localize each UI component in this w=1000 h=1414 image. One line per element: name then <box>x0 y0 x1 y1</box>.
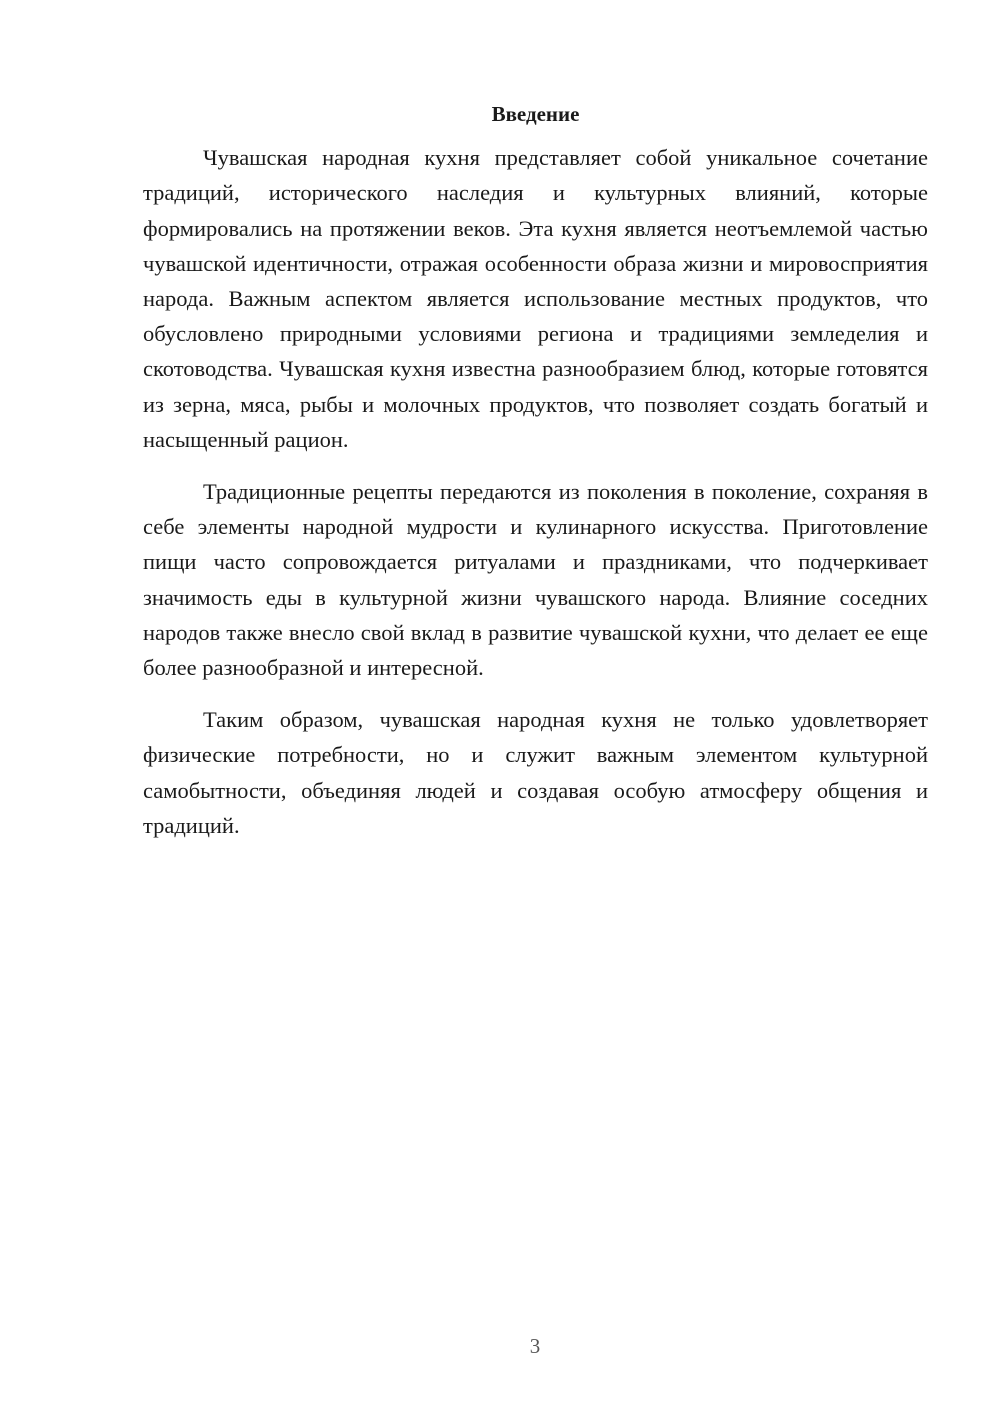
paragraph-2: Традиционные рецепты передаются из поколения в поколение, сохраняя в себе элементы народной мудрости и кулинарного искусства. Приготовление пищи часто сопровождается ритуалами и праздниками, что подчеркивает значимость еды в культурной жизни чувашского народа. Влияние соседних народов также внесло свой вклад в развитие чувашской кухни, что делает ее еще более разнообразной и интересной. <box>143 479 928 681</box>
paragraph-3: Таким образом, чувашская народная кухня не только удовлетворяет физические потребности, но и служит важным элементом культурной самобытности, объединяя людей и создавая особую атмосферу общения и традиций. <box>143 707 928 838</box>
section-heading: Введение <box>491 102 580 126</box>
paragraph-1: Чувашская народная кухня представляет собой уникальное сочетание традиций, исторического наследия и культурных влияний, которые формировались на протяжении веков. Эта кухня является неотъемлемой частью чувашской идентичности, отражая особенности образа жизни и мировосприятия народа. Важным аспектом является использование местных продуктов, что обусловлено природными условиями региона и традициями земледелия и скотоводства. Чувашская кухня известна разнообразием блюд, которые готовятся из зерна, мяса, рыбы и молочных продуктов, что позволяет создать богатый и насыщенный рацион. <box>143 145 928 452</box>
page-number: 3 <box>529 1334 541 1358</box>
page-content <box>143 97 928 860</box>
